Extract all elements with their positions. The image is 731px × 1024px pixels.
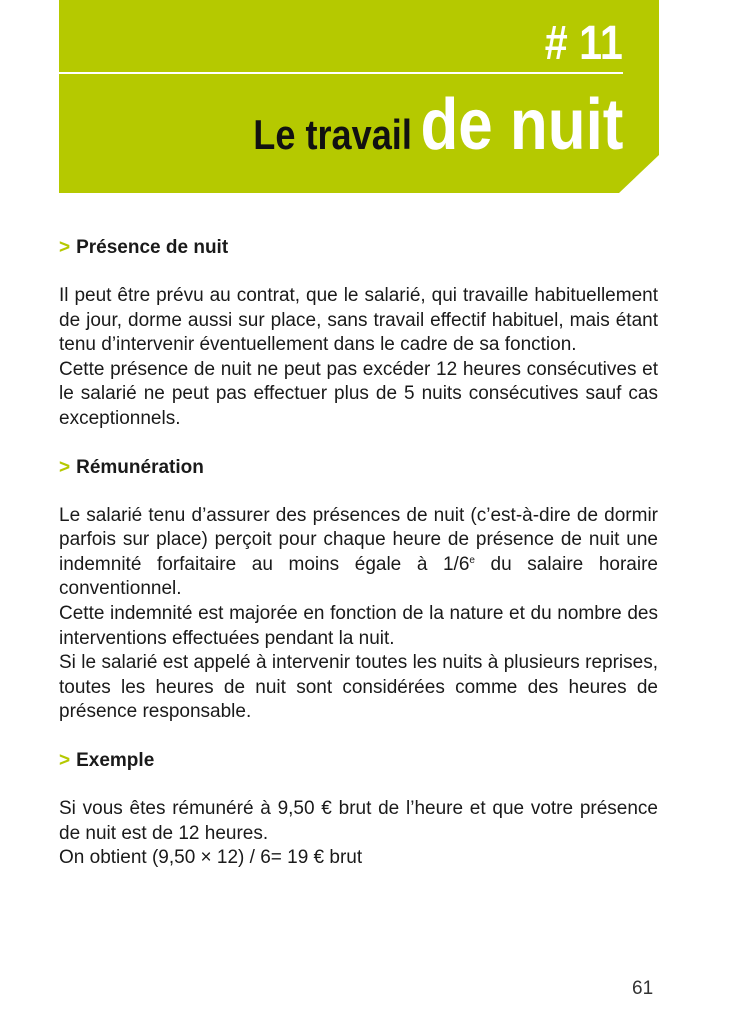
chapter-title bbox=[253, 86, 623, 164]
chevron-right-icon: > bbox=[59, 237, 71, 258]
paragraph: On obtient (9,50 × 12) / 6= 19 € brut bbox=[59, 847, 363, 869]
chevron-right-icon: > bbox=[59, 749, 71, 771]
page-number: 61 bbox=[632, 978, 654, 999]
paragraph: Si le salarié est appelé à intervenir toutes les nuits à plusieurs reprises, toutes les heures de nuit sont considérées comme des heures de présence responsable. bbox=[59, 652, 658, 723]
section-heading-presence bbox=[59, 236, 658, 260]
superscript: e bbox=[469, 554, 475, 566]
section-heading-text: Exemple bbox=[76, 749, 155, 771]
paragraph: Cette indemnité est majorée en fonction de la nature et du nombre des interventions effectuées pendant la nuit. bbox=[59, 602, 658, 649]
section-heading-text: Présence de nuit bbox=[76, 237, 229, 258]
chapter-title-part-light: de nuit bbox=[420, 85, 623, 165]
chapter-number: # 11 bbox=[544, 17, 623, 70]
paragraph bbox=[59, 504, 658, 602]
section-heading-exemple bbox=[59, 749, 658, 773]
chevron-right-icon: > bbox=[59, 456, 71, 478]
page-content bbox=[59, 236, 658, 871]
paragraph: Si vous êtes rémunéré à 9,50 € brut de l’heure et que votre présence de nuit est de 12 heures. bbox=[59, 797, 658, 844]
section-heading-text: Rémunération bbox=[76, 456, 204, 478]
header-divider-line bbox=[59, 72, 623, 74]
paragraph: Il peut être prévu au contrat, que le salarié, qui travaille habituellement de jour, dorme aussi sur place, sans travail effectif habituel, mais étant tenu d’intervenir éventuellement dans le cadre de sa fonction. bbox=[59, 285, 658, 356]
section-heading-remuneration bbox=[59, 456, 658, 480]
chapter-title-part-dark: Le travail bbox=[252, 111, 412, 158]
paragraph-text: du salaire horaire conventionnel. bbox=[59, 553, 658, 600]
paragraph: Cette présence de nuit ne peut pas excéder 12 heures consécutives et le salarié ne peut pas effectuer plus de 5 nuits consécutives sauf cas exceptionnels. bbox=[59, 358, 658, 429]
paragraph-text: Le salarié tenu d’assurer des présences de nuit (c’est-à-dire de dormir parfois sur place) perçoit pour chaque heure de présence de nuit une indemnité forfaitaire au moins égale à 1/6 bbox=[59, 504, 658, 575]
